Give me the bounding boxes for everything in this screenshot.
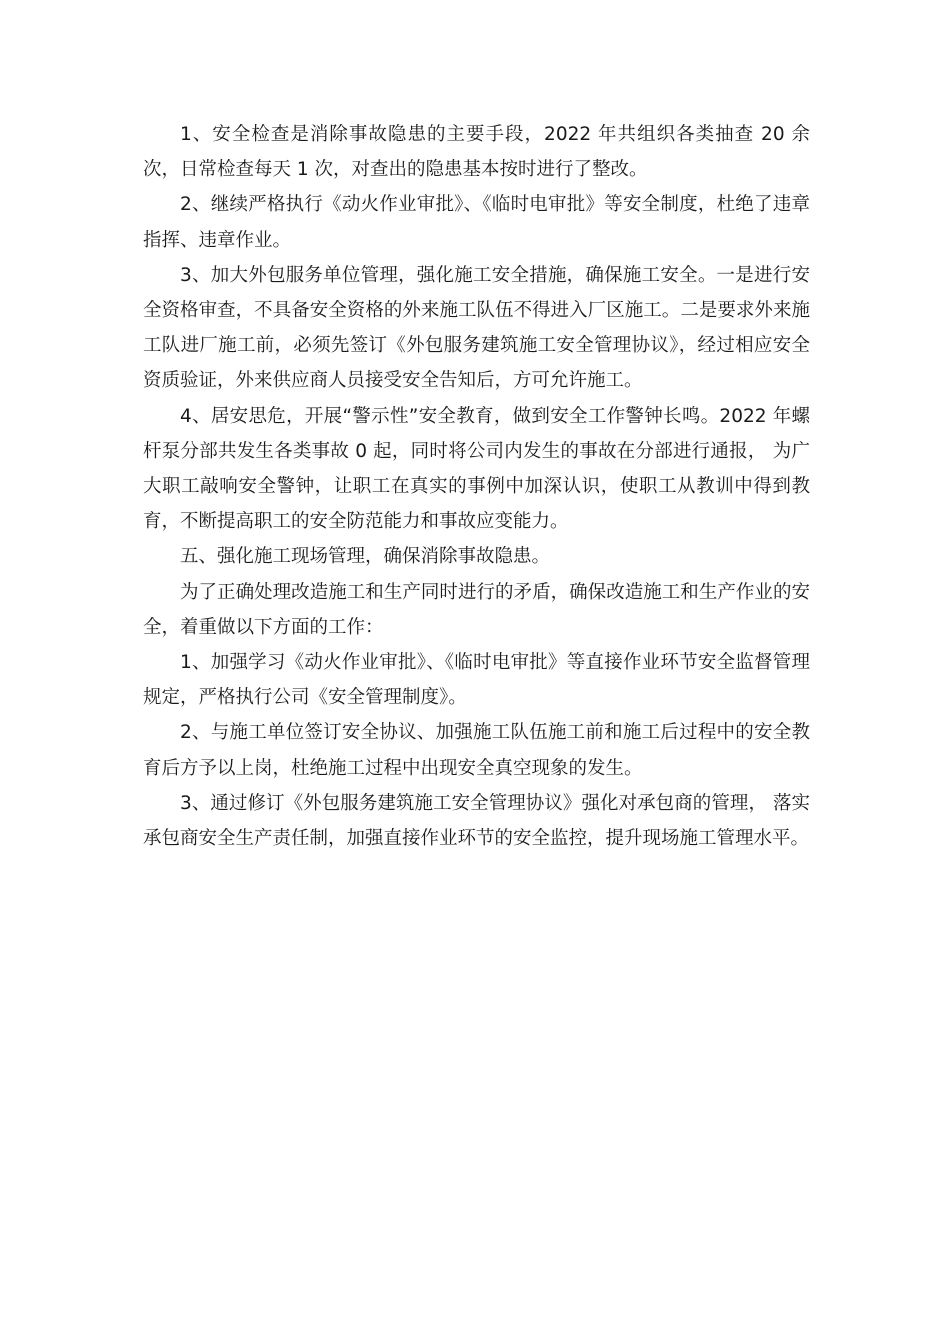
paragraph-contractor-management: 3、通过修订《外包服务建筑施工安全管理协议》强化对承包商的管理， 落实承包商安全生产责任制，加强直接作业环节的安全监控，提升现场施工管理水平。	[143, 792, 810, 850]
section-heading-site-management: 五、强化施工现场管理，确保消除事故隐患。	[180, 546, 551, 568]
paragraph-safety-agreement: 2、与施工单位签订安全协议、加强施工队伍施工前和施工后过程中的安全教育后方予以上岗，杜绝施工过程中出现安全真空现象的发生。	[143, 722, 810, 779]
paragraph-inspection: 1、安全检查是消除事故隐患的主要手段，2022 年共组织各类抽查 20 余次，日常检查每天 1 次，对查出的隐患基本按时进行了整改。	[143, 124, 810, 181]
paragraph-warning-education: 4、居安思危，开展“警示性”安全教育，做到安全工作警钟长鸣。2022 年螺杆泵分部共发生各类事故 0 起，同时将公司内发生的事故在分部进行通报， 为广大职工敲响安全警钟，让职工在真实的事例中加深认识，使职工从教训中得到教育，不断提高职工的安全防范能力和事故应变能力。	[143, 405, 810, 533]
document-body	[143, 117, 810, 856]
paragraph-study-regulations: 1、加强学习《动火作业审批》、《临时电审批》等直接作业环节安全监督管理规定，严格执行公司《安全管理制度》。	[143, 652, 810, 709]
paragraph-site-intro: 为了正确处理改造施工和生产同时进行的矛盾，确保改造施工和生产作业的安全，着重做以下方面的工作：	[143, 581, 810, 638]
paragraph-outsourcing-management: 3、加大外包服务单位管理，强化施工安全措施，确保施工安全。一是进行安全资格审查，不具备安全资格的外来施工队伍不得进入厂区施工。二是要求外来施工队进厂施工前，必须先签订《外包服务建筑施工安全管理协议》，经过相应安全资质验证，外来供应商人员接受安全告知后，方可允许施工。	[143, 264, 810, 392]
paragraph-strict-execution: 2、继续严格执行《动火作业审批》、《临时电审批》等安全制度，杜绝了违章指挥、违章作业。	[143, 194, 810, 251]
